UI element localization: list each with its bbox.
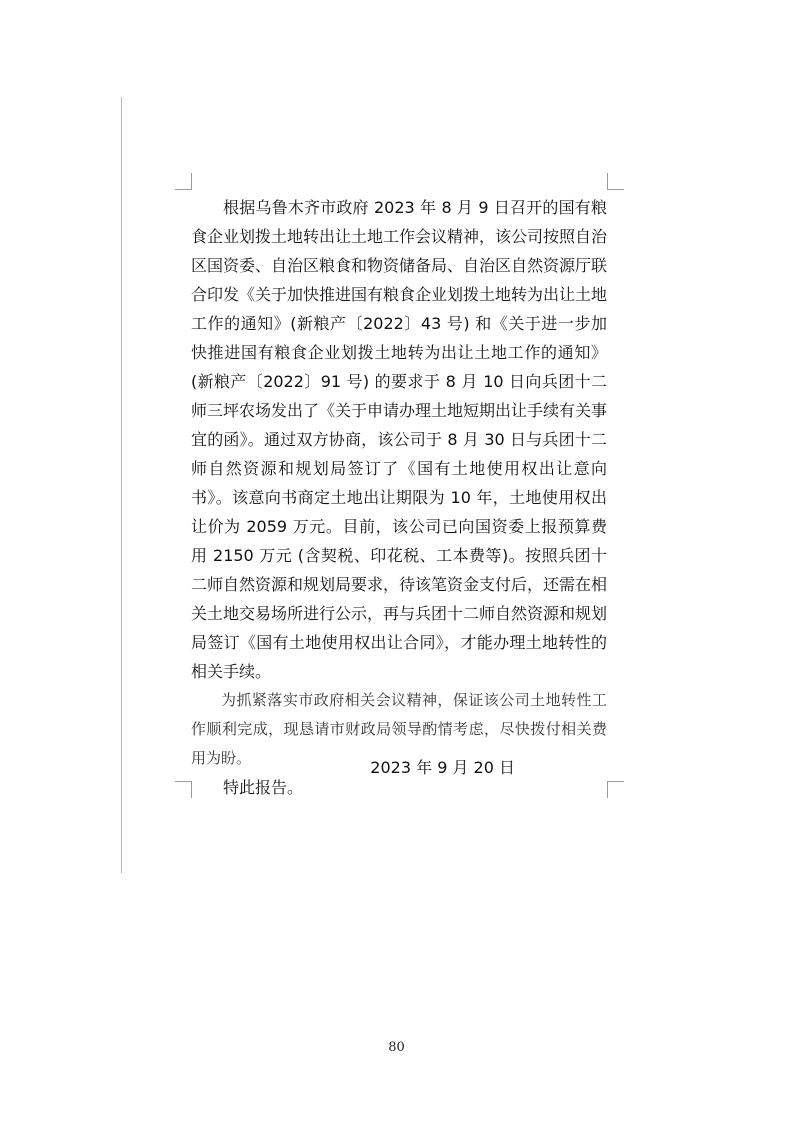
paragraph-land-transfer-status: 根据乌鲁木齐市政府 2023 年 8 月 9 日召开的国有粮食企业划拨土地转出让土地工作会议精神，该公司按照自治区国资委、自治区粮食和物资储备局、自治区自然资源厅联合印发《关于加快推进国有粮食企业划拨土地转为出让土地工作的通知》(新粮产〔2022〕43 号) 和《关于进一步加快推进国有粮食企业划拨土地转为出让土地工作的通知》(新粮产〔2022〕91 号) 的要求于 8 月 10 日向兵团十二师三坪农场发出了《关于申请办理土地短期出让手续有关事宜的函》。通过双方协商，该公司于 8 月 30 日与兵团十二师自然资源和规划局签订了《国有土地使用权出让意向书》。该意向书商定土地出让期限为 10 年，土地使用权出让价为 2059 万元。目前，该公司已向国资委上报预算费用 2150 万元 (含契税、印花税、工本费等)。按照兵团十二师自然资源和规划局要求，待该笔资金支付后，还需在相关土地交易场所进行公示，再与兵团十二师自然资源和规划局签订《国有土地使用权出让合同》，才能办理土地转性的相关手续。	[191, 198, 608, 681]
paragraph-closing: 特此报告。	[223, 778, 304, 797]
report-date: 2023 年 9 月 20 日	[370, 758, 515, 777]
crop-mark-bottom-right	[607, 781, 624, 798]
crop-mark-top-right	[607, 173, 624, 190]
page-left-margin-line	[121, 97, 122, 873]
page-number: 80	[388, 1040, 405, 1055]
crop-mark-bottom-left	[175, 781, 192, 798]
crop-mark-top-left	[175, 173, 192, 190]
document-body	[191, 193, 607, 802]
paragraph-funding-request: 为抓紧落实市政府相关会议精神，保证该公司土地转性工作顺利完成，现恳请市财政局领导酌情考虑，尽快拨付相关费用为盼。	[191, 691, 607, 767]
